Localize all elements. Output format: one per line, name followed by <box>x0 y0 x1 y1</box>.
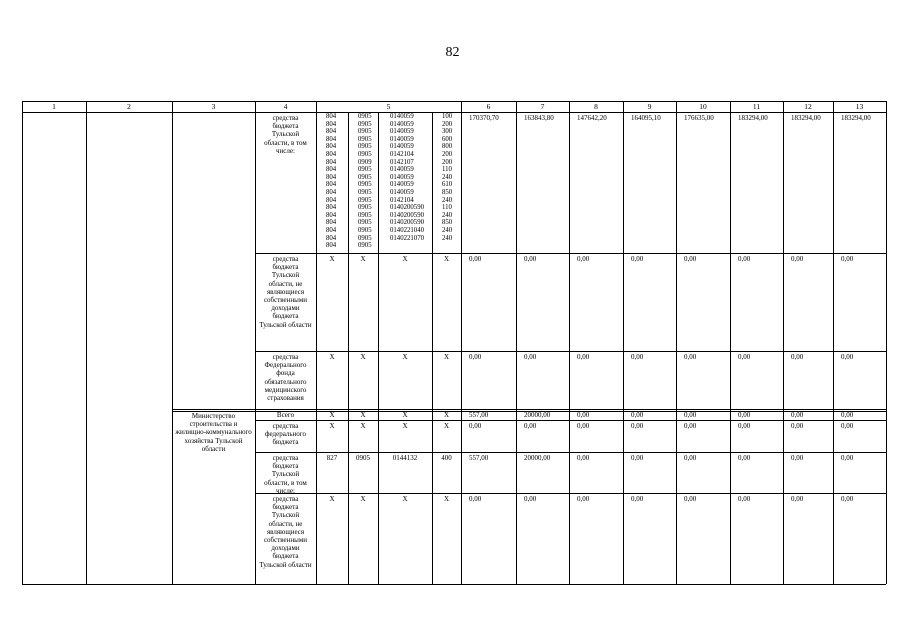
code-mark: X <box>329 255 335 263</box>
amount-value: 0,00 <box>841 454 854 462</box>
code-value: 804 <box>326 196 337 204</box>
code-mark: X <box>443 255 450 263</box>
amount-value: 0,00 <box>738 255 751 263</box>
header-col-3: 3 <box>211 102 216 111</box>
amount-value: 0,00 <box>524 495 537 503</box>
code-mark: X <box>360 353 366 361</box>
code-value: 804 <box>326 204 337 212</box>
row-divider <box>255 493 886 494</box>
amount-value: 0,00 <box>524 255 537 263</box>
code-value: 0905 <box>358 166 372 174</box>
column-divider <box>623 101 624 584</box>
amount-value: 0,00 <box>791 422 804 430</box>
code-value: 0140059 <box>390 143 414 151</box>
amount-value: 0,00 <box>469 353 482 361</box>
code-value: 804 <box>326 173 337 181</box>
code-mark: X <box>402 255 408 263</box>
amount-value: 163843,80 <box>524 114 554 122</box>
code-value: 0905 <box>358 188 372 196</box>
code-mark: X <box>329 422 335 430</box>
amount-value: 0,00 <box>577 495 590 503</box>
header-col-13: 13 <box>855 102 864 111</box>
amount-value: 0,00 <box>791 495 804 503</box>
code-list-2 <box>358 113 372 250</box>
amount-value: 0,00 <box>631 422 644 430</box>
code-value: 0905 <box>358 211 372 219</box>
code-value: 0140059 <box>390 166 414 174</box>
header-col-9: 9 <box>647 102 652 111</box>
code-mark: 827 <box>326 454 338 462</box>
code-mark: X <box>402 411 408 419</box>
amount-value: 0,00 <box>841 255 854 263</box>
code-value: 240 <box>442 173 453 181</box>
amount-value: 0,00 <box>577 422 590 430</box>
ministry-name: Министерство строительства и жилищно-коммунального хозяйства Тульской области <box>175 412 252 453</box>
amount-value: 170370,70 <box>469 114 499 122</box>
column-divider <box>461 101 462 584</box>
row-divider <box>255 420 886 421</box>
code-mark: X <box>329 353 335 361</box>
code-mark: 400 <box>441 454 452 462</box>
amount-value: 183294,00 <box>841 114 871 122</box>
code-value: 0140059 <box>390 181 414 189</box>
amount-value: 0,00 <box>577 454 590 462</box>
column-divider <box>730 101 731 584</box>
amount-value: 183294,00 <box>791 114 821 122</box>
code-mark: X <box>402 422 408 430</box>
row-description: средства бюджета Тульской области, в том числе: <box>264 454 307 495</box>
code-value: 200 <box>442 158 453 166</box>
amount-value: 20000,00 <box>524 411 551 419</box>
subcolumn-divider <box>432 112 433 584</box>
code-value: 804 <box>326 181 337 189</box>
code-value: 600 <box>442 135 453 143</box>
code-mark: 0905 <box>356 454 370 462</box>
header-col-4: 4 <box>283 102 288 111</box>
code-value: 200 <box>442 150 453 158</box>
code-value: 240 <box>442 234 453 242</box>
amount-value: 176635,00 <box>684 114 714 122</box>
code-value: 0905 <box>358 226 372 234</box>
code-value: 300 <box>442 128 453 136</box>
amount-value: 0,00 <box>841 411 854 419</box>
code-mark: X <box>443 353 450 361</box>
code-value: 240 <box>442 196 453 204</box>
code-value: 0905 <box>358 143 372 151</box>
code-value: 804 <box>326 242 337 250</box>
code-list-3 <box>390 113 424 242</box>
row-divider <box>255 253 886 254</box>
code-value: 0140059 <box>390 120 414 128</box>
code-value: 804 <box>326 150 337 158</box>
amount-value: 0,00 <box>577 255 590 263</box>
code-mark: X <box>443 422 450 430</box>
amount-value: 0,00 <box>684 255 697 263</box>
column-divider <box>783 101 784 584</box>
column-divider <box>676 101 677 584</box>
code-value: 0905 <box>358 219 372 227</box>
row-description: средства бюджета Тульской области, не являющиеся собственными доходами бюджета Тульской области <box>259 495 312 569</box>
amount-value: 0,00 <box>631 495 644 503</box>
column-divider <box>86 101 87 584</box>
amount-value: 0,00 <box>841 422 854 430</box>
code-value: 0905 <box>358 173 372 181</box>
code-value: 0142104 <box>390 150 414 158</box>
amount-value: 0,00 <box>631 411 644 419</box>
code-value: 0140200590 <box>390 211 424 219</box>
header-col-7: 7 <box>540 102 545 111</box>
amount-value: 0,00 <box>791 353 804 361</box>
amount-value: 557,00 <box>469 454 489 462</box>
row-divider <box>255 452 886 453</box>
amount-value: 0,00 <box>684 353 697 361</box>
amount-value: 0,00 <box>684 422 697 430</box>
amount-value: 147642,20 <box>577 114 607 122</box>
amount-value: 0,00 <box>524 422 537 430</box>
amount-value: 0,00 <box>738 422 751 430</box>
amount-value: 0,00 <box>524 353 537 361</box>
code-value: 240 <box>442 226 453 234</box>
column-divider <box>22 101 23 584</box>
column-divider <box>886 101 887 584</box>
row-description: Всего <box>276 411 295 419</box>
code-value: 110 <box>442 166 452 174</box>
amount-value: 0,00 <box>684 411 697 419</box>
amount-value: 0,00 <box>577 411 590 419</box>
row-divider <box>255 351 886 352</box>
column-divider <box>516 101 517 584</box>
code-value: 0140059 <box>390 128 414 136</box>
code-value: 0140221040 <box>390 226 424 234</box>
code-mark: X <box>329 495 335 503</box>
code-value: 804 <box>326 120 337 128</box>
code-mark: X <box>360 255 366 263</box>
code-list-4 <box>442 113 452 242</box>
code-value: 804 <box>326 211 337 219</box>
code-mark: X <box>360 422 366 430</box>
code-value: 0905 <box>358 234 372 242</box>
code-value: 804 <box>326 188 337 196</box>
amount-value: 0,00 <box>469 255 482 263</box>
amount-value: 0,00 <box>684 495 697 503</box>
code-value: 0140059 <box>390 173 414 181</box>
amount-value: 0,00 <box>469 495 482 503</box>
header-col-8: 8 <box>594 102 598 111</box>
code-mark: X <box>402 495 408 503</box>
amount-value: 0,00 <box>791 411 804 419</box>
amount-value: 0,00 <box>738 353 751 361</box>
column-divider <box>316 101 317 584</box>
subcolumn-divider <box>378 112 379 584</box>
table-bottom-border <box>22 584 886 585</box>
code-value: 0905 <box>358 150 372 158</box>
code-value: 0142104 <box>390 196 414 204</box>
row-description: средства бюджета Тульской области, в том числе: <box>264 114 307 155</box>
code-value: 0905 <box>358 196 372 204</box>
code-value: 804 <box>326 143 337 151</box>
column-divider <box>255 101 256 584</box>
header-col-10: 10 <box>699 102 707 111</box>
row-divider <box>172 409 886 410</box>
code-mark: X <box>443 495 450 503</box>
code-mark: X <box>443 411 450 419</box>
code-mark: 0144132 <box>392 454 418 462</box>
code-value: 804 <box>326 166 337 174</box>
code-value: 804 <box>326 128 337 136</box>
code-mark: X <box>360 495 366 503</box>
code-value: 0140059 <box>390 113 414 120</box>
amount-value: 0,00 <box>791 454 804 462</box>
amount-value: 0,00 <box>738 411 751 419</box>
code-value: 0905 <box>358 204 372 212</box>
code-value: 0140059 <box>390 135 414 143</box>
code-value: 0905 <box>358 128 372 136</box>
code-mark: X <box>402 353 408 361</box>
code-list-1 <box>326 113 336 250</box>
amount-value: 0,00 <box>469 422 482 430</box>
amount-value: 0,00 <box>631 353 644 361</box>
code-value: 804 <box>326 158 337 166</box>
row-description: средства бюджета Тульской области, не являющиеся собственными доходами бюджета Тульской области <box>259 255 312 329</box>
amount-value: 20000,00 <box>524 454 551 462</box>
code-mark: X <box>329 411 335 419</box>
column-divider <box>172 101 173 584</box>
header-col-12: 12 <box>804 102 812 111</box>
code-value: 804 <box>326 113 337 120</box>
column-divider <box>833 101 834 584</box>
code-value: 804 <box>326 226 337 234</box>
amount-value: 0,00 <box>684 454 697 462</box>
code-value: 610 <box>442 181 453 189</box>
header-col-2: 2 <box>127 102 131 111</box>
amount-value: 164095,10 <box>631 114 661 122</box>
subcolumn-divider <box>348 112 349 584</box>
amount-value: 0,00 <box>577 353 590 361</box>
amount-value: 0,00 <box>738 495 751 503</box>
code-value: 0905 <box>358 242 372 250</box>
code-value: 200 <box>442 120 453 128</box>
amount-value: 0,00 <box>841 353 854 361</box>
amount-value: 0,00 <box>631 454 644 462</box>
code-value: 804 <box>326 219 337 227</box>
code-value: 800 <box>442 143 453 151</box>
row-description: средства Федерального фонда обязательного медицинского страхования <box>264 353 307 403</box>
code-value: 0905 <box>358 120 372 128</box>
code-value: 0905 <box>358 181 372 189</box>
amount-value: 0,00 <box>631 255 644 263</box>
header-col-5: 5 <box>386 102 391 111</box>
code-value: 804 <box>326 234 337 242</box>
amount-value: 0,00 <box>738 454 751 462</box>
code-value: 0140059 <box>390 188 414 196</box>
code-value: 0140200590 <box>390 219 424 227</box>
code-value: 0905 <box>358 135 372 143</box>
code-value: 0140221070 <box>390 234 424 242</box>
header-col-11: 11 <box>752 102 761 111</box>
header-col-6: 6 <box>486 102 491 111</box>
amount-value: 0,00 <box>791 255 804 263</box>
header-bottom-border <box>22 112 886 113</box>
page-number: 82 <box>445 45 460 60</box>
amount-value: 557,00 <box>469 411 489 419</box>
code-value: 0142107 <box>390 158 414 166</box>
column-divider <box>569 101 570 584</box>
code-value: 110 <box>442 204 452 212</box>
code-value: 850 <box>442 188 453 196</box>
code-value: 100 <box>442 113 453 120</box>
code-value: 240 <box>442 211 453 219</box>
code-value: 850 <box>442 219 453 227</box>
header-col-1: 1 <box>52 102 56 111</box>
code-value: 0909 <box>358 158 372 166</box>
amount-value: 0,00 <box>841 495 854 503</box>
code-value: 0905 <box>358 113 372 120</box>
code-value: 0140200590 <box>390 204 424 212</box>
row-description: средства федерального бюджета <box>264 422 306 447</box>
code-value: 804 <box>326 135 337 143</box>
amount-value: 183294,00 <box>738 114 768 122</box>
code-mark: X <box>360 411 366 419</box>
